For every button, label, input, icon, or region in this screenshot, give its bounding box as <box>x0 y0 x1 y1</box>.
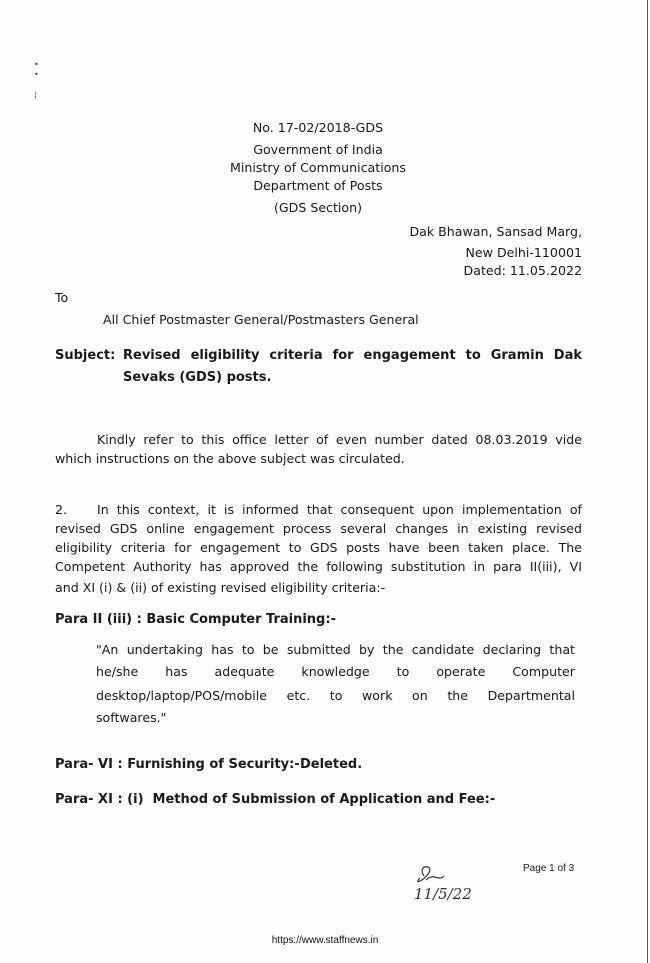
org-government: Government of India <box>253 142 383 157</box>
subject-line-2: Sevaks (GDS) posts. <box>123 370 272 385</box>
para-xi-heading: Para- XI : (i) Method of Submission of Application and Fee:- <box>55 792 496 807</box>
to-label: To <box>55 290 69 305</box>
footer-url[interactable]: https://www.staffnews.in <box>271 935 379 946</box>
para1-line-2: which instructions on the above subject was circulated. <box>55 451 405 466</box>
para-ii-heading: Para II (iii) : Basic Computer Training:- <box>55 612 336 627</box>
address-line-2: New Delhi-110001 <box>465 245 582 260</box>
quote-line: "An undertaking has to be submitted by the candidate declaring that <box>96 642 575 657</box>
date: Dated: 11.05.2022 <box>463 263 582 278</box>
para2-line: eligibility criteria for engagement to GDS posts have been taken place. The <box>55 540 582 555</box>
subject-label: Subject: <box>55 348 116 363</box>
subject-line-1: Revised eligibility criteria for engagement to Gramin Dak <box>123 348 582 363</box>
org-ministry: Ministry of Communications <box>230 160 406 175</box>
para2-number: 2. <box>55 502 68 517</box>
page-number: Page 1 of 3 <box>523 863 575 874</box>
quote-line: he/she has adequate knowledge to operate Computer <box>96 664 575 679</box>
scan-marks: • • ¦ <box>34 60 39 99</box>
para2-line: revised GDS online engagement process several changes in existing revised <box>55 521 582 536</box>
para2-line: and XI (i) & (ii) of existing revised eligibility criteria:- <box>55 580 386 595</box>
quote-line: desktop/laptop/POS/mobile etc. to work on the Departmental <box>96 688 575 703</box>
org-department: Department of Posts <box>253 178 383 193</box>
para-vi-heading: Para- VI : Furnishing of Security:- <box>55 757 300 772</box>
handwritten-signature-date: 11/5/22 <box>414 885 472 903</box>
reference-number: No. 17-02/2018-GDS <box>252 120 384 135</box>
quote-line: softwares." <box>96 710 167 725</box>
para1-line-1: Kindly refer to this office letter of even number dated 08.03.2019 vide <box>97 432 582 447</box>
address-line-1: Dak Bhawan, Sansad Marg, <box>409 224 582 239</box>
para2-line: Competent Authority has approved the following substitution in para II(iii), VI <box>55 559 582 574</box>
recipient: All Chief Postmaster General/Postmasters General <box>103 312 419 327</box>
org-section: (GDS Section) <box>273 200 363 215</box>
para-vi-status: Deleted. <box>300 757 363 772</box>
scan-edge <box>647 0 648 963</box>
para2-line: In this context, it is informed that consequent upon implementation of <box>97 502 582 517</box>
